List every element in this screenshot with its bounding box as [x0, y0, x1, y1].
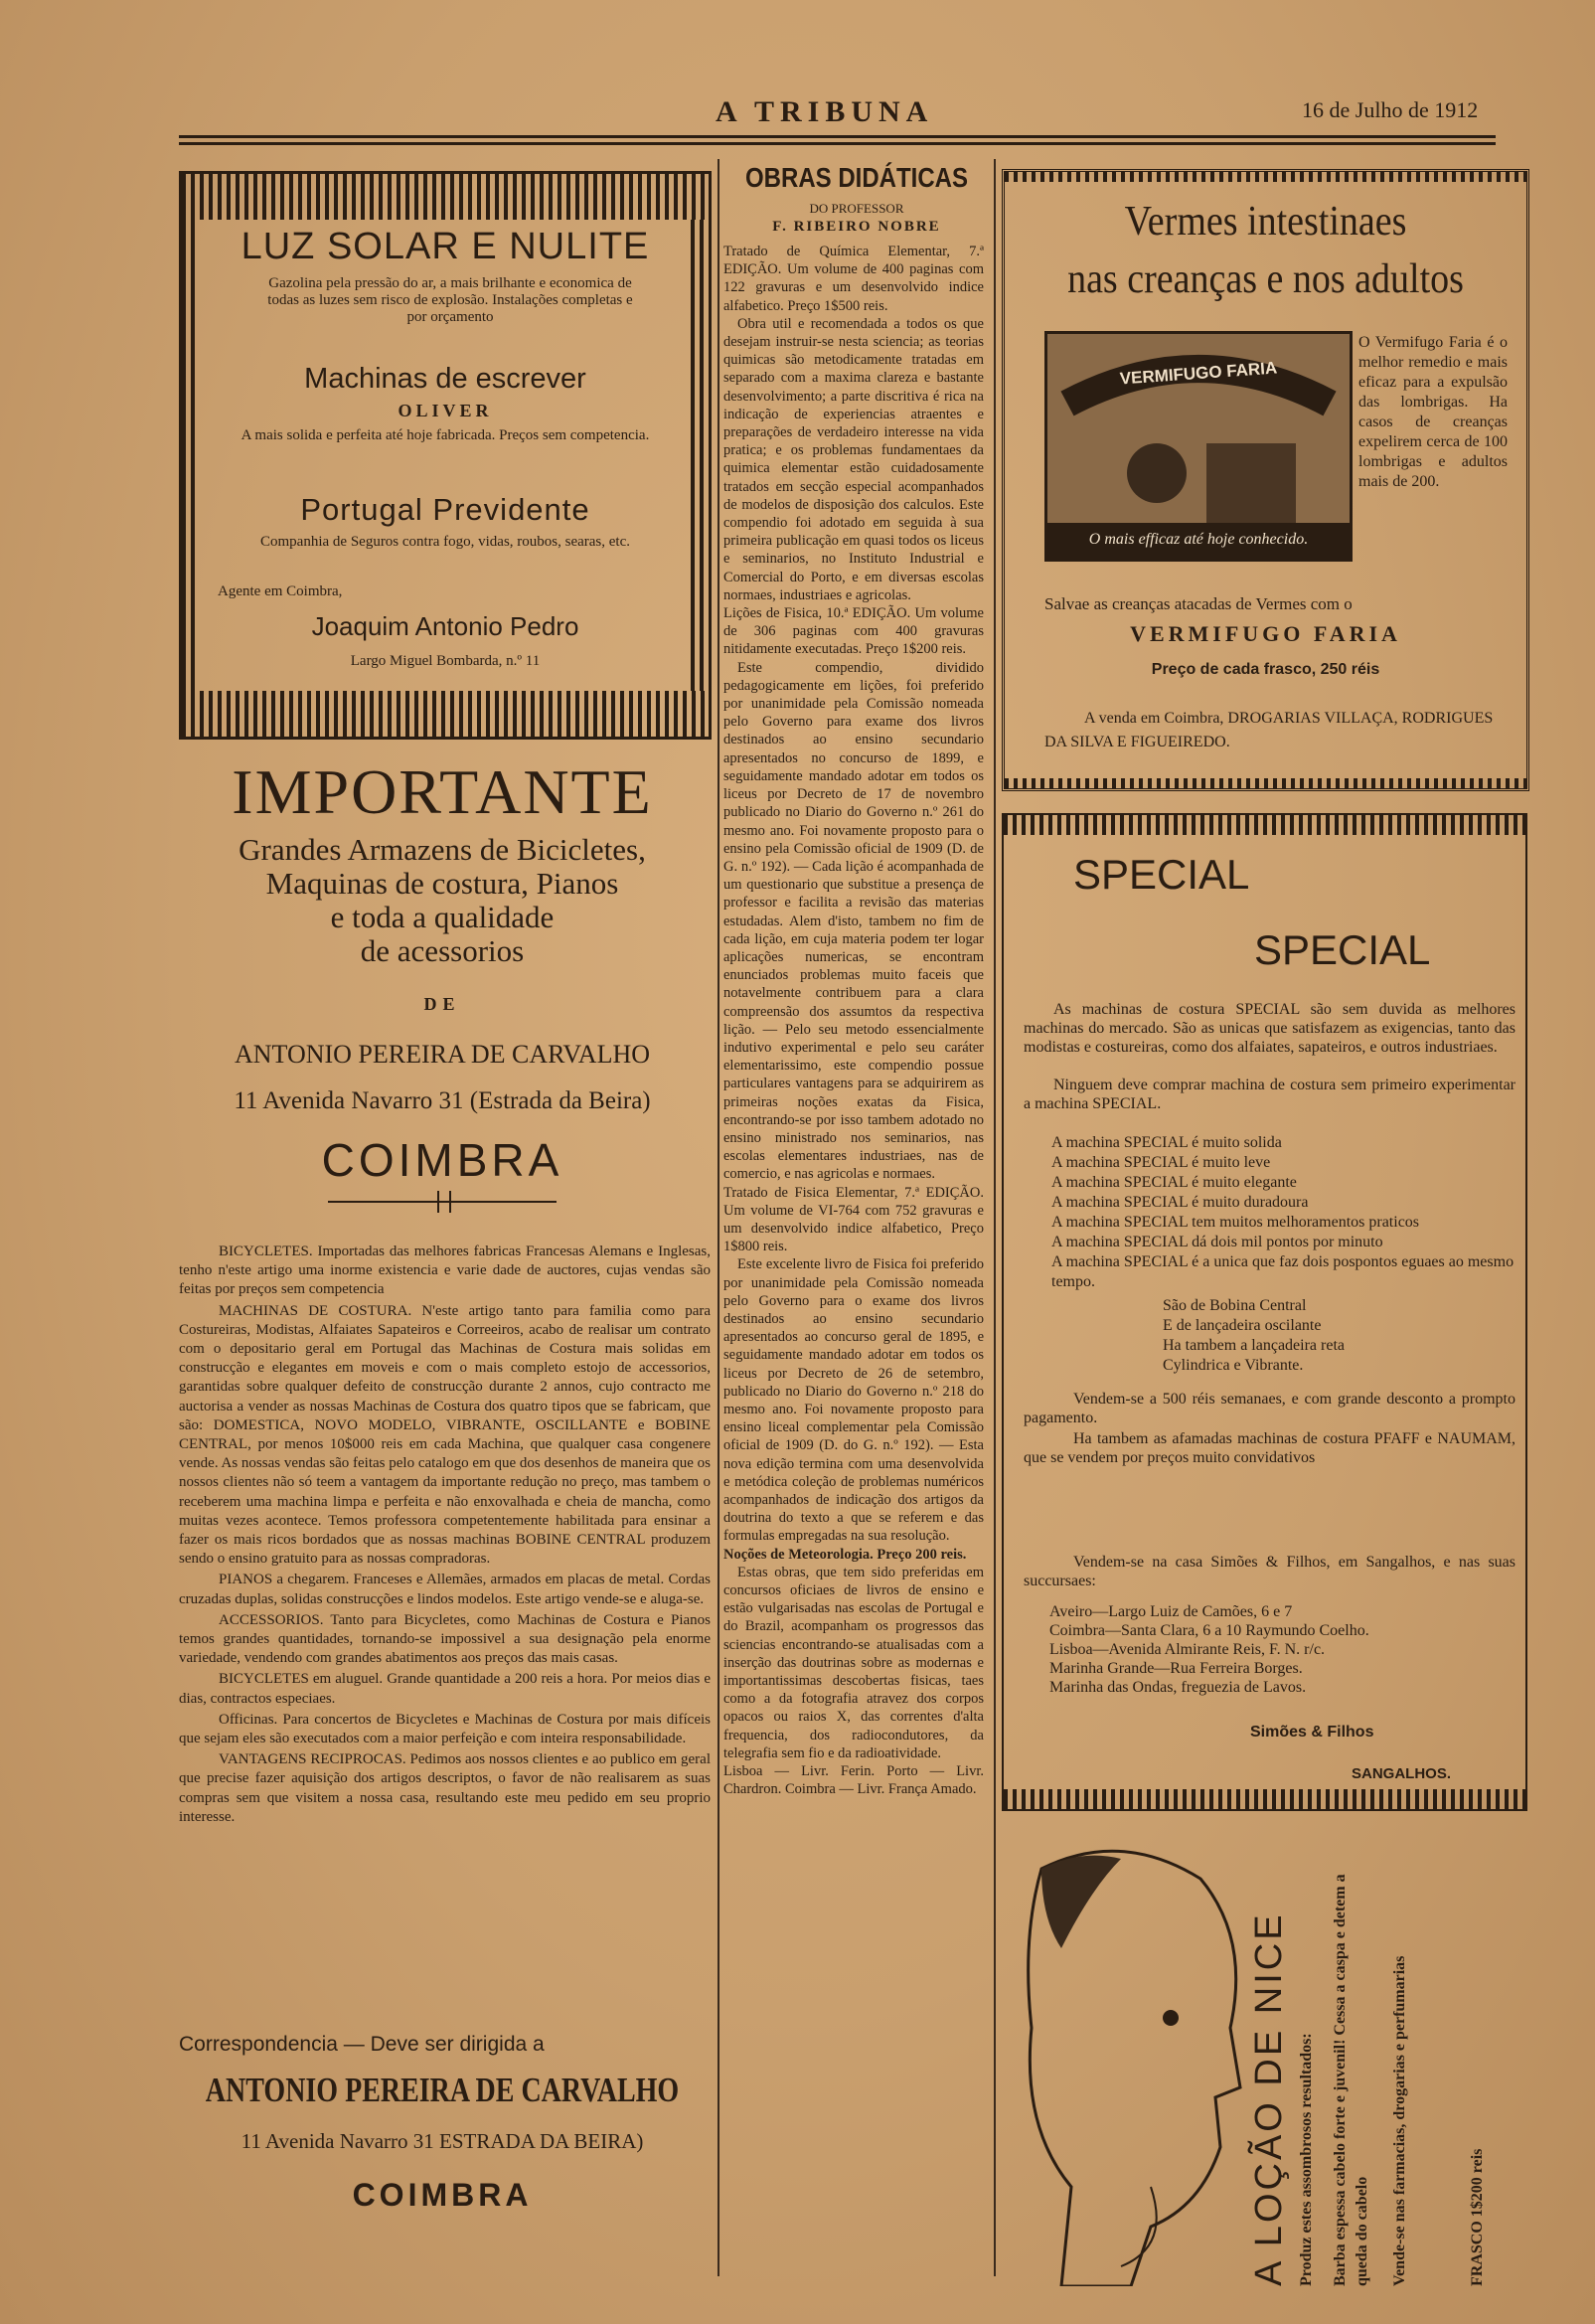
bobina-line: São de Bobina Central [1163, 1297, 1307, 1314]
obras-title: OBRAS DIDÁTICAS [744, 162, 968, 194]
obras-body [723, 243, 984, 1798]
vermes-text: O Vermifugo Faria é o melhor remedio e mais eficaz para a expulsão das lombrigas. Ha casos de creanças expelirem cerca de 100 lombrigas e adultos mais de 200. [1358, 334, 1508, 490]
vermes-title2: nas creanças e nos adultos [1067, 255, 1464, 303]
luz-solar-desc: Gazolina pela pressão do ar, a mais brilhante e economica de todas as luzes sem risco de explosão. Instalações completas e por orçamento [267, 275, 633, 325]
importante-owner: ANTONIO PEREIRA DE CARVALHO [234, 1040, 651, 1069]
ornament-frieze-top [1005, 172, 1526, 182]
feature-item: A machina SPECIAL é muito leve [1051, 1154, 1271, 1171]
paragraph: Obra util e recomendada a todos os que desejam instruir-se nesta sciencia; as teorias quimicas são metodicamente tratadas em separado com a maxima clareza e bastante desenvolvimento; a parte discritiva é rica na indicação de experiencias atraentes e preparações de verdadeiro interesse na vida pratica; e os problemas fundamentaes da quimica elementar estão cuidadosamente tratados em secção especial acompanhados de modelos de disposição dos calculos. Este compendio foi adotado em seguida à sua primeira publicação em quasi todos os liceus e seminarios, no Instituto Industrial e Comercial do Porto, e em diversas escolas normaes, industriaes e agricolas. [723, 315, 984, 603]
bobina-line: Ha tambem a lançadeira reta [1163, 1337, 1345, 1354]
vermes-name: VERMIFUGO FARIA [1130, 621, 1401, 646]
importante-title: IMPORTANTE [232, 756, 653, 827]
nice-col2: Barba espessa cabelo forte e juvenil! Cessa a caspa e detem a queda do cabelo [1332, 1874, 1370, 2286]
nice-title: A LOÇÃO DE NICE [1248, 1911, 1290, 2286]
paragraph: PIANOS a chegarem. Franceses e Allemães, armados em placas de metal. Cordas cruzadas duplas, solidas construcções e lindos modelos. Este artigo vende-se e aluga-se. [179, 1572, 711, 1607]
obras-sub: DO PROFESSOR [809, 201, 904, 216]
feature-item: A machina SPECIAL é muito duradoura [1051, 1194, 1309, 1211]
ornament-frieze-bottom [1004, 1789, 1525, 1809]
special-logo-1: SPECIAL [1073, 851, 1250, 898]
feature-item: A machina SPECIAL tem muitos melhoramentos praticos [1051, 1214, 1420, 1231]
branch-item: Marinha Grande—Rua Ferreira Borges. [1049, 1660, 1303, 1677]
agente-label: Agente em Coimbra, [218, 583, 343, 599]
correspondencia-city: COIMBRA [352, 2177, 533, 2213]
vermes-venda: A venda em Coimbra, DROGARIAS VILLAÇA, RODRIGUES DA SILVA E FIGUEIREDO. [1044, 710, 1494, 750]
divider-ornament-center [437, 1191, 451, 1213]
special-features [1051, 1133, 1518, 1292]
ornament-frieze-right [691, 220, 709, 691]
ad-vermes [1002, 169, 1529, 791]
oliver-brand: OLIVER [398, 401, 493, 420]
correspondencia-address: 11 Avenida Navarro 31 ESTRADA DA BEIRA) [240, 2129, 644, 2153]
paragraph: Tratado de Fisica Elementar, 7.ª EDIÇÃO. Um volume de VI-764 com 752 gravuras e um desenvolvido indice alfabetico, Preço 1$800 reis. [723, 1184, 984, 1255]
special-pfaff: Ha tambem as afamadas machinas de costura PFAFF e NAUMAM, que se vendem por preços muito convidativos [1024, 1430, 1515, 1466]
vermifugo-label: VERMIFUGO FARIA [1119, 358, 1278, 389]
bobina-line: Cylindrica e Vibrante. [1163, 1357, 1304, 1374]
ornament-frieze-bottom [1005, 778, 1526, 788]
feature-item: A machina SPECIAL é muito elegante [1051, 1174, 1297, 1191]
oliver-desc: A mais solida e perfeita até hoje fabricada. Preços sem competencia. [240, 427, 650, 443]
paragraph: Officinas. Para concertos de Bicycletes e Machinas de Costura por mais difíceis que sejam eles são executados com a maior perfeição e com inteira responsabilidade. [179, 1711, 711, 1747]
special-place: SANGALHOS. [1352, 1765, 1452, 1782]
paragraph: Tratado de Química Elementar, 7.ª EDIÇÃO. Um volume de 400 paginas com 122 gravuras e um desenvolvido indice alfabetico. Preço 1$500 reis. [723, 244, 984, 314]
ad-luz-solar [179, 171, 712, 740]
special-ninguem: Ninguem deve comprar machina de costura sem primeiro experimentar a machina SPECIAL. [1024, 1077, 1515, 1112]
special-intro: As machinas de costura SPECIAL são sem duvida as melhores machinas do mercado. São as unicas que satisfazem as exigencias, tanto das modistas e costureiras, como dos alfaiates, sapateiros, e outros industriaes. [1024, 1001, 1515, 1056]
machinas-title: Machinas de escrever [304, 363, 586, 395]
special-firm: Simões & Filhos [1250, 1724, 1374, 1741]
paragraph: BICYCLETES em aluguel. Grande quantidade a 200 reis a hora. Por meios dias e dias, contractos especiaes. [179, 1671, 711, 1707]
luz-solar-title: LUZ SOLAR E NULITE [240, 226, 650, 267]
portugal-previdente-title: Portugal Previdente [300, 492, 590, 527]
bobina-line: E de lançadeira oscilante [1163, 1317, 1322, 1334]
agent-address: Largo Miguel Bombarda, n.º 11 [350, 653, 541, 669]
vermes-preco: Preço de cada frasco, 250 réis [1151, 661, 1380, 678]
ad-locao-nice [1002, 1829, 1523, 2296]
paragraph: Este excelente livro de Fisica foi preferido por unanimidade pela Comissão nomeada pelo Governo para o exame dos livros destinados ao ensino secundario apresentados ao concurso geral de 1895, e seguidamente mandado adotar em todos os liceus por Decreto de 26 de setembro, publicado no Diario do Governo n.º 218 do mesmo ano. Foi novamente proposto para ensino liceal complementar pela Comissão oficial de 1909 (D. do G. n.º 192). — Esta nova edição termina com uma desenvolvida e metódica coleção de problemas numéricos acompanhados de indicação dos artigos da doutrina do texto a que se referem e das formulas empregadas na sua resolução. [723, 1256, 984, 1545]
correspondencia-name: ANTONIO PEREIRA DE CARVALHO [205, 2072, 680, 2110]
nice-col1: Produz estes assombrosos resultados: [1298, 2033, 1315, 2286]
portugal-desc: Companhia de Seguros contra fogo, vidas, roubos, searas, etc. [260, 534, 630, 550]
column-divider-2 [994, 159, 996, 2276]
importante-line1: Grandes Armazens de Bicicletes, [239, 832, 646, 867]
special-branches [1049, 1602, 1516, 1697]
vermes-title1: Vermes intestinaes [1124, 198, 1407, 246]
paragraph: VANTAGENS RECIPROCAS. Pedimos aos nossos clientes e ao publico em geral que precise fazer aquisição dos artigos descriptos, o favor de não realisarem as suas compras sem que visitem a nossa casa, resultando este meu pedido em seu proprio interesse. [179, 1751, 711, 1825]
obras-author: F. RIBEIRO NOBRE [772, 219, 941, 235]
special-vendem: Vendem-se a 500 réis semanaes, e com grande desconto a prompto pagamento. [1024, 1391, 1515, 1426]
special-bobina [1163, 1296, 1501, 1376]
special-logo-2: SPECIAL [1254, 926, 1431, 973]
portrait-illustration [1002, 1829, 1260, 2286]
importante-line3: e toda a qualidade [330, 900, 555, 934]
header-rule [179, 135, 1496, 138]
feature-item: A machina SPECIAL é a unica que faz dois pospontos eguaes ao mesmo tempo. [1051, 1253, 1515, 1290]
special-casa: Vendem-se na casa Simões & Filhos, em Sangalhos, e nas suas succursaes: [1024, 1554, 1515, 1589]
column-divider-1 [718, 159, 719, 2276]
paragraph: BICYCLETES. Importadas das melhores fabricas Francesas Alemans e Inglesas, tenho n'este artigo uma inorme existencia e varie dade de auctores, cujas vendas são feitas por preços sem competencia [179, 1244, 711, 1298]
paragraph: Noções de Meteorologia. Preço 200 reis. [723, 1546, 967, 1563]
branch-item: Aveiro—Largo Luiz de Camões, 6 e 7 [1049, 1603, 1293, 1620]
nice-col3: Vende-se nas farmacias, drogarias e perfumarias [1391, 1955, 1408, 2286]
importante-line4: de acessorios [360, 933, 525, 968]
nice-col4: FRASCO 1$200 reis [1469, 2148, 1486, 2286]
vermes-salvae: Salvae as creanças atacadas de Vermes com o [1044, 594, 1353, 613]
paragraph: Lisboa — Livr. Ferin. Porto — Livr. Chardron. Coimbra — Livr. França Amado. [723, 1763, 984, 1798]
paragraph: Estas obras, que tem sido preferidas em concursos oficiaes de livros de ensino e estão vulgarisadas nas escolas de Portugal e do Brazil, acompanham os progressos das sciencias encontrando-se atualisadas com a inserção das doutrinas sobre as modernas e importantissimas descobertas fisicas, taes como a da fotografia atravez dos corpos opacos ou raios X, das correntes d'alta frequencia, dos radiocondutores, da telegrafia sem fio e da radioatividade. [723, 1564, 984, 1761]
correspondencia-label: Correspondencia — Deve ser dirigida a [179, 2033, 545, 2056]
importante-de: DE [423, 994, 461, 1014]
ornament-frieze-top [1004, 815, 1525, 835]
issue-date: 16 de Julho de 1912 [1302, 97, 1479, 122]
branch-item: Coimbra—Santa Clara, 6 a 10 Raymundo Coelho. [1049, 1622, 1369, 1639]
paragraph: ACCESSORIOS. Tanto para Bicycletes, como Machinas de Costura e Pianos temos grandes quantidades, tornando-se impossivel a sua designação pela enorme variedade, vendendo com grandes abatimentos aos preços das mais casas. [179, 1611, 711, 1667]
importante-body [179, 1243, 711, 1827]
importante-city: COIMBRA [321, 1134, 563, 1186]
feature-item: A machina SPECIAL é muito solida [1051, 1134, 1282, 1151]
importante-address: 11 Avenida Navarro 31 (Estrada da Beira) [234, 1087, 651, 1114]
vermifugo-illustration [1044, 331, 1353, 562]
importante-line2: Maquinas de costura, Pianos [265, 866, 619, 901]
ad-special [1002, 813, 1527, 1811]
masthead-title: A TRIBUNA [716, 95, 934, 128]
paragraph: Este compendio, dividido pedagogicamente em lições, foi preferido por unanimidade pela Comissão nomeada pelo Governo para exame dos livros destinados ao ensino secundario apresentados no concurso de 1899, e seguidamente mandado adotar em todos os liceus por Decreto de 17 de novembro publicado no Diario do Governo n.º 261 do mesmo ano. Foi novamente proposto para o ensino pela Comissão oficial de 1909 (D. de G. n.º 192). — Cada lição é acompanhada de um questionario que substitue a presença de professor e facilita a revisão das materias estudadas. Alem d'isto, tambem no fim de cada lição, em cuja materia podem ter logar aplicações numericas, se encontram enunciados problemas muito faceis que notavelmente contribuem para a clara compreensão dos assumtos da respectiva lição. — Pelo seu metodo essencialmente indutivo experimental e pelo seu caráter elementarissimo, este compendio possue particulares vantagens para se adquirirem as primeiras noções exatas da Fisica, encontrando-se por isso tambem adotado no ensino ministrado nos seminarios, nas escolas elementares industriaes, nas de comercio, e nas agricolas e normaes. [723, 659, 984, 1183]
paragraph: MACHINAS DE COSTURA. N'este artigo tanto para familia como para Costureiras, Modistas, Alfaiates Sapateiros e Correeiros, acabo de realisar um contrato com o depositario geral em Portugal das Machinas de Costura mais solidas em construcção e elegantes em moveis e com o mais completo estojo de accessorios, garantidas sobre qualquer defeito de construcção durante 2 annos, cujo contracto me auctorisa a vender as nossas Machinas de Costura dos quatro tipos que se fabricam, que são: DOMESTICA, NOVO MODELO, VIBRANTE, OSCILLANTE e BOBINE CENTRAL, por menos 10$000 reis em cada Machina, que qualquer casa congenere vende. As nossas vendas são feitas pelo catalogo em que dos desenhos de maneira que os nossos clientes não só teem a vantagem da importante redução no preço, mas tambem o receberem uma machina limpa e perfeita e não enxovalhada e cheia de mancha, como muitas vezes acontece. Temos professora competentemente habilitada para ensinar a fazer os mais ricos bordados que as nossas machinas BOBINE CENTRAL produzem sendo o ensino gratuito para as nossas compradoras. [179, 1302, 711, 1568]
branch-item: Marinha das Ondas, freguezia de Lavos. [1049, 1679, 1307, 1696]
feature-item: A machina SPECIAL dá dois mil pontos por minuto [1051, 1234, 1383, 1250]
ornament-frieze-left [182, 220, 200, 691]
vermifugo-banner: O mais efficaz até hoje conhecido. [1088, 531, 1309, 548]
agent-name: Joaquim Antonio Pedro [311, 611, 579, 641]
ornament-frieze-top [182, 174, 709, 220]
paragraph: Lições de Fisica, 10.ª EDIÇÃO. Um volume de 306 paginas com 400 gravuras nitidamente executadas. Preço 1$200 reis. [723, 605, 984, 658]
ornament-frieze-bottom [182, 691, 709, 737]
branch-item: Lisboa—Avenida Almirante Reis, F. N. r/c. [1049, 1641, 1326, 1658]
